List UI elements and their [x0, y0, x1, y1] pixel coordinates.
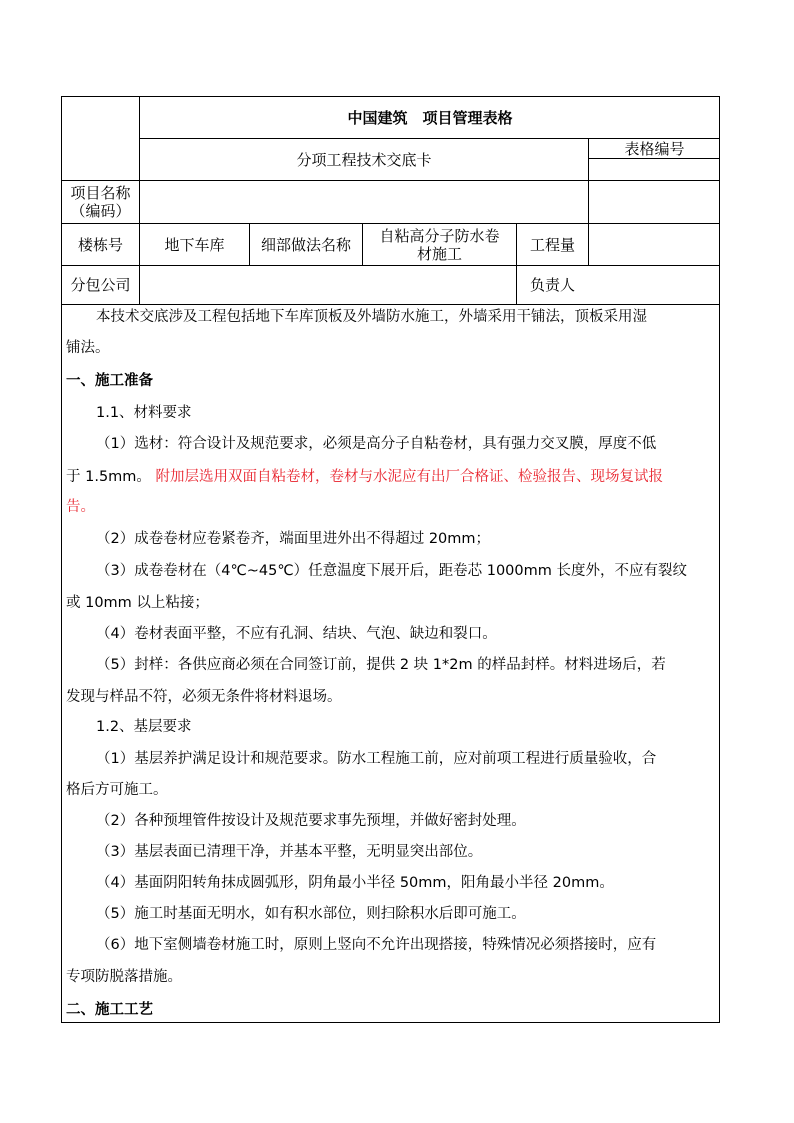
content-line	[66, 712, 746, 743]
method-value-line1: 自粘高分子防水卷	[379, 226, 500, 245]
content-text: 于 1.5mm。	[66, 469, 151, 485]
content-text: 专项防脱落措施。	[66, 969, 182, 985]
content-text: （5）施工时基面无明水，如有积水部位，则扫除积水后即可施工。	[96, 906, 526, 922]
form-number-label: 表格编号	[624, 139, 685, 158]
responsible-label: 负责人	[529, 276, 575, 294]
content-text: 本技术交底涉及工程包括地下车库顶板及外墙防水施工，外墙采用干铺法，顶板采用湿	[96, 309, 647, 325]
method-value-line2: 材施工	[416, 244, 462, 263]
form-name: 分项工程技术交底卡	[296, 150, 432, 169]
quantity-label: 工程量	[529, 235, 575, 254]
content-text: 1.1、材料要求	[96, 405, 192, 421]
content-text: （3）成卷卷材在（4℃~45℃）任意温度下展开后，距卷芯 1000mm 长度外，不应有裂纹	[96, 563, 687, 579]
content-line	[66, 333, 716, 364]
content-text: 或 10mm 以上粘接；	[66, 595, 209, 611]
building-value[interactable]: 地下车库	[164, 235, 225, 254]
content-line	[66, 462, 716, 493]
content-text: （4）基面阴阳转角抹成圆弧形，阴角最小半径 50mm，阳角最小半径 20mm。	[96, 875, 614, 891]
content-line	[66, 868, 746, 899]
content-line	[66, 806, 746, 837]
content-text: 铺法。	[66, 340, 110, 356]
quantity-value[interactable]	[589, 224, 720, 265]
content-line	[66, 775, 716, 806]
content-line	[66, 930, 746, 961]
content-text: （6）地下室侧墙卷材施工时，原则上竖向不允许出现搭接，特殊情况必须搭接时，应有	[96, 937, 657, 953]
content-line	[66, 837, 746, 868]
content-text: （5）封样：各供应商必须在合同签订前，提供 2 块 1*2m 的样品封样。材料进场后，若	[96, 657, 666, 673]
method-label: 细部做法名称	[260, 235, 351, 254]
method-value[interactable]	[363, 224, 516, 265]
project-name-label-line1: 项目名称	[70, 184, 131, 202]
content-text: 一、施工准备	[66, 373, 153, 389]
content-text: （1）基层养护满足设计和规范要求。防水工程施工前，应对前项工程进行质量验收，合	[96, 751, 657, 767]
subcontractor-label: 分包公司	[70, 276, 131, 294]
content-text: 格后方可施工。	[66, 782, 168, 798]
content-line	[66, 962, 716, 993]
content-line	[66, 682, 716, 713]
highlighted-text: 附加层选用双面自粘卷材，卷材与水泥应有出厂合格证、检验报告、现场复试报	[150, 469, 664, 485]
content-text: （1）选材：符合设计及规范要求，必须是高分子自粘卷材，具有强力交叉膜，厚度不低	[96, 436, 657, 452]
content-line	[66, 492, 716, 523]
building-label: 楼栋号	[77, 235, 123, 254]
section-heading	[66, 366, 716, 397]
subcontractor-value[interactable]	[140, 266, 516, 304]
form-number-value[interactable]	[589, 159, 720, 180]
project-name-label	[62, 181, 139, 223]
content-line	[66, 588, 716, 619]
content-line	[66, 899, 746, 930]
section-heading	[66, 995, 716, 1026]
content-text: 1.2、基层要求	[96, 719, 192, 735]
content-line	[66, 398, 746, 429]
content-text: （2）成卷卷材应卷紧卷齐，端面里进外出不得超过 20mm；	[96, 531, 491, 547]
responsible-value[interactable]	[589, 266, 720, 304]
content-line	[66, 619, 746, 650]
project-name-label-line2: （编码）	[70, 202, 131, 220]
highlighted-text: 告。	[66, 499, 95, 515]
content-text: 二、施工工艺	[66, 1002, 153, 1018]
content-text: （2）各种预埋管件按设计及规范要求事先预埋，并做好密封处理。	[96, 813, 526, 829]
company-title: 中国建筑 项目管理表格	[347, 108, 513, 127]
content-text: （3）基层表面已清理干净，并基本平整，无明显突出部位。	[96, 844, 483, 860]
content-text: 发现与样品不符，必须无条件将材料退场。	[66, 689, 342, 705]
content-line	[66, 524, 746, 555]
content-line	[66, 744, 746, 775]
content-line	[66, 556, 746, 587]
content-text: （4）卷材表面平整，不应有孔洞、结块、气泡、缺边和裂口。	[96, 626, 497, 642]
content-line	[66, 650, 746, 681]
content-line	[66, 429, 746, 460]
content-line	[66, 302, 746, 333]
project-name-value[interactable]	[140, 181, 588, 223]
